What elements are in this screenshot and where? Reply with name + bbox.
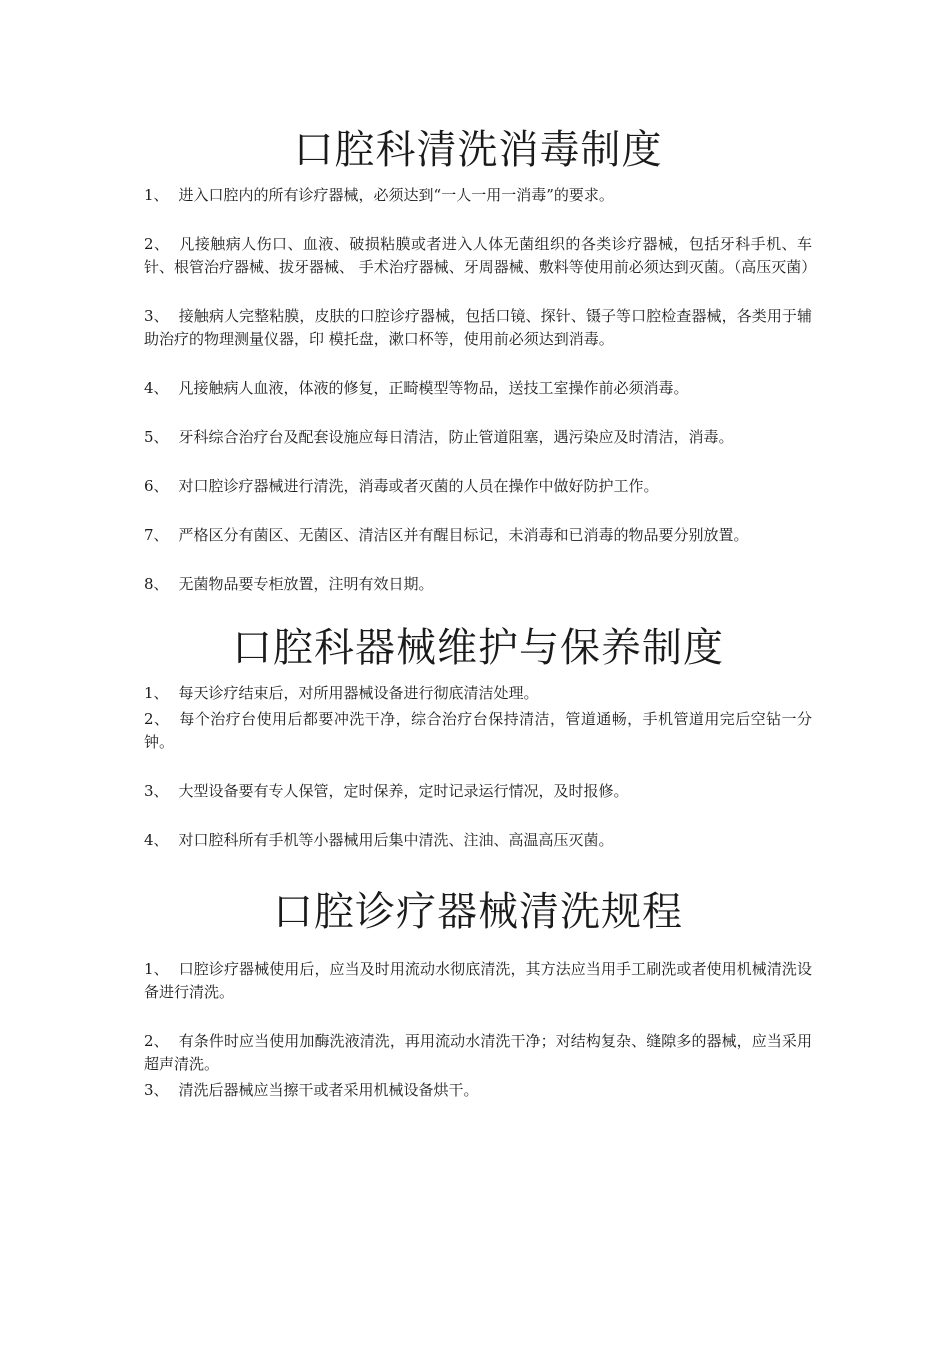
list-item	[144, 682, 812, 705]
list-item	[144, 958, 812, 1004]
list-item	[144, 305, 812, 351]
list-item	[144, 780, 812, 803]
item-number: 5、	[144, 428, 169, 446]
item-number: 6、	[144, 477, 169, 495]
list-item	[144, 233, 817, 279]
item-number: 1、	[144, 186, 169, 204]
item-number: 2、	[144, 1032, 169, 1050]
list-item	[144, 475, 812, 498]
item-number: 3、	[144, 782, 169, 800]
list-item	[144, 377, 812, 400]
list-item	[144, 1030, 812, 1076]
item-text: 每天诊疗结束后，对所用器械设备进行彻底清洁处理。	[178, 684, 539, 702]
section-title-cleaning-disinfection: 口腔科清洗消毒制度	[293, 127, 663, 173]
item-number: 3、	[144, 307, 169, 325]
item-text: 清洗后器械应当擦干或者采用机械设备烘干。	[178, 1081, 479, 1099]
item-text: 大型设备要有专人保管，定时保养，定时记录运行情况，及时报修。	[178, 782, 629, 800]
item-text: 严格区分有菌区、无菌区、清洁区并有醒目标记，未消毒和已消毒的物品要分别放置。	[178, 526, 749, 544]
item-number: 1、	[144, 960, 169, 978]
section-title-maintenance: 口腔科器械维护与保养制度	[232, 625, 724, 671]
item-text: 对口腔科所有手机等小器械用后集中清洗、注油、高温高压灭菌。	[178, 831, 614, 849]
item-text: 每个治疗台使用后都要冲洗干净，综合治疗台保持清洁，管道通畅，手机管道用完后空钻一分钟。	[144, 710, 812, 751]
item-number: 2、	[144, 235, 170, 253]
item-number: 4、	[144, 379, 169, 397]
list-item	[144, 184, 812, 207]
item-number: 4、	[144, 831, 169, 849]
list-item	[144, 1079, 812, 1102]
item-text: 进入口腔内的所有诊疗器械，必须达到“一人一用一消毒”的要求。	[178, 186, 614, 204]
list-item	[144, 524, 812, 547]
item-text: 口腔诊疗器械使用后，应当及时用流动水彻底清洗，其方法应当用手工刷洗或者使用机械清洗设备进行清洗。	[144, 960, 813, 1001]
item-text: 凡接触病人伤口、血液、破损粘膜或者进入人体无菌组织的各类诊疗器械，包括牙科手机、车针、根管治疗器械、拔牙器械、 手术治疗器械、牙周器械、敷料等使用前必须达到灭菌。（高压灭菌）	[144, 235, 817, 276]
list-item	[144, 573, 812, 596]
item-text: 接触病人完整粘膜，皮肤的口腔诊疗器械，包括口镜、探针、镊子等口腔检查器械，各类用于辅助治疗的物理测量仪器，印 模托盘，漱口杯等，使用前必须达到消毒。	[144, 307, 813, 348]
item-number: 2、	[144, 710, 170, 728]
item-number: 7、	[144, 526, 169, 544]
section-title-cleaning-procedure: 口腔诊疗器械清洗规程	[273, 889, 683, 935]
item-text: 牙科综合治疗台及配套设施应每日清洁，防止管道阻塞，遇污染应及时清洁，消毒。	[178, 428, 734, 446]
item-text: 无菌物品要专柜放置，注明有效日期。	[178, 575, 434, 593]
item-text: 对口腔诊疗器械进行清洗，消毒或者灭菌的人员在操作中做好防护工作。	[178, 477, 659, 495]
item-number: 3、	[144, 1081, 169, 1099]
item-number: 1、	[144, 684, 169, 702]
item-number: 8、	[144, 575, 169, 593]
item-text: 凡接触病人血液，体液的修复，正畸模型等物品，送技工室操作前必须消毒。	[178, 379, 689, 397]
list-item	[144, 708, 812, 754]
item-text: 有条件时应当使用加酶洗液清洗，再用流动水清洗干净；对结构复杂、缝隙多的器械，应当采用超声清洗。	[144, 1032, 813, 1073]
list-item	[144, 426, 812, 449]
list-item	[144, 829, 812, 852]
document-body	[144, 122, 817, 1102]
